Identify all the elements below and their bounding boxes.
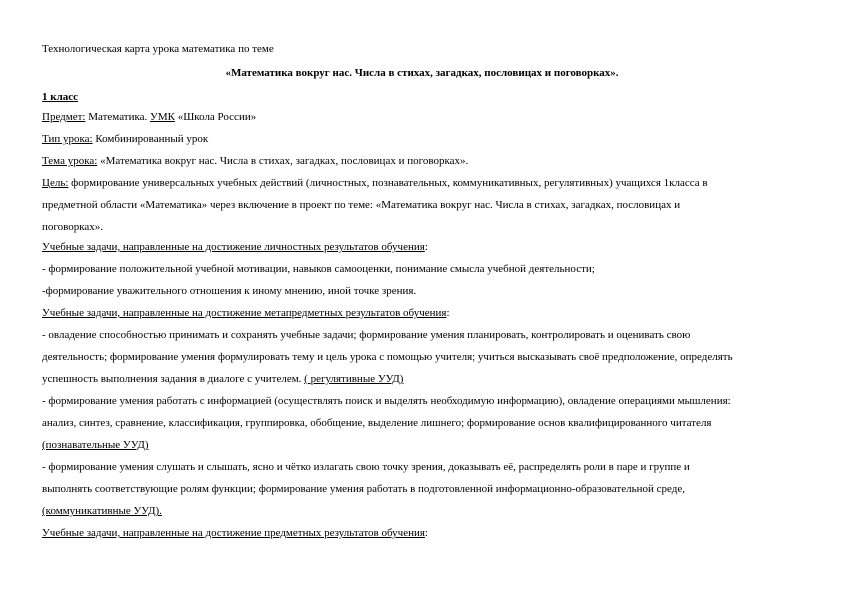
regulatory-line xyxy=(42,372,403,386)
goal-label: Цель: xyxy=(42,177,69,189)
umk-label: УМК xyxy=(150,111,175,123)
subject-label: Предмет: xyxy=(42,111,86,123)
communicative-line: выполнять соответствующие ролям функции; формирование умения работать в подготовленной информационно-образовательной среде, xyxy=(42,483,685,495)
lesson-type-line xyxy=(42,132,208,146)
subject-results-heading xyxy=(42,526,428,540)
communicative-tag: (коммуникативные УУД). xyxy=(42,505,162,517)
personal-item: -формирование уважительного отношения к иному мнению, иной точке зрения. xyxy=(42,285,417,297)
lesson-type-value: Комбинированный урок xyxy=(92,133,209,145)
topic-line xyxy=(42,154,468,168)
regulatory-tag: ( регулятивные УУД) xyxy=(304,373,404,385)
personal-item: - формирование положительной учебной мотивации, навыков самооценки, понимание смысла учебной деятельности; xyxy=(42,263,595,275)
personal-results-heading xyxy=(42,240,428,254)
subject-results-heading-colon: : xyxy=(424,527,428,539)
grade-label: 1 класс xyxy=(42,91,79,103)
document-title: Технологическая карта урока математика по теме xyxy=(42,43,274,55)
topic-value: «Математика вокруг нас. Числа в стихах, загадках, пословицах и поговорках». xyxy=(97,155,469,167)
regulatory-line: деятельность; формирование умения формулировать тему и цель урока с помощью учителя; учиться высказывать своё предположение, определять xyxy=(42,351,733,363)
cognitive-line: - формирование умения работать с информацией (осуществлять поиск и выделять необходимую информацию), овладение операциями мышления: xyxy=(42,395,731,407)
umk-value: «Школа России» xyxy=(174,111,257,123)
subject-line xyxy=(42,110,256,124)
subject-value: Математика. xyxy=(85,111,151,123)
goal-line-3: поговорках». xyxy=(42,221,104,233)
cognitive-line: анализ, синтез, сравнение, классификация, группировка, обобщение, выделение лишнего; формирование основ квалифицированного читателя xyxy=(42,417,712,429)
cognitive-tag: (познавательные УУД) xyxy=(42,439,149,451)
personal-heading-colon: : xyxy=(424,241,428,253)
metasubject-heading-text: Учебные задачи, направленные на достижение метапредметных результатов обучения xyxy=(42,307,447,319)
goal-line-1 xyxy=(42,176,708,190)
subject-results-heading-text: Учебные задачи, направленные на достижение предметных результатов обучения xyxy=(42,527,425,539)
communicative-line: - формирование умения слушать и слышать, ясно и чётко излагать свою точку зрения, доказывать её, распределять роли в паре и группе и xyxy=(42,461,690,473)
goal-line-2: предметной области «Математика» через включение в проект по теме: «Математика вокруг нас. Числа в стихах, загадках, пословицах и xyxy=(42,199,681,211)
topic-label: Тема урока: xyxy=(42,155,98,167)
lesson-type-label: Тип урока: xyxy=(42,133,93,145)
personal-heading-text: Учебные задачи, направленные на достижение личностных результатов обучения xyxy=(42,241,425,253)
metasubject-heading-colon: : xyxy=(446,307,450,319)
metasubject-results-heading xyxy=(42,306,450,320)
goal-text: формирование универсальных учебных действий (личностных, познавательных, коммуникативных, регулятивных) учащихся 1класса в xyxy=(68,177,708,189)
lesson-subtitle: «Математика вокруг нас. Числа в стихах, загадках, пословицах и поговорках». xyxy=(225,67,619,79)
regulatory-text: успешность выполнения задания в диалоге с учителем. xyxy=(42,373,305,385)
regulatory-line: - овладение способностью принимать и сохранять учебные задачи; формирование умения планировать, контролировать и оценивать свою xyxy=(42,329,691,341)
